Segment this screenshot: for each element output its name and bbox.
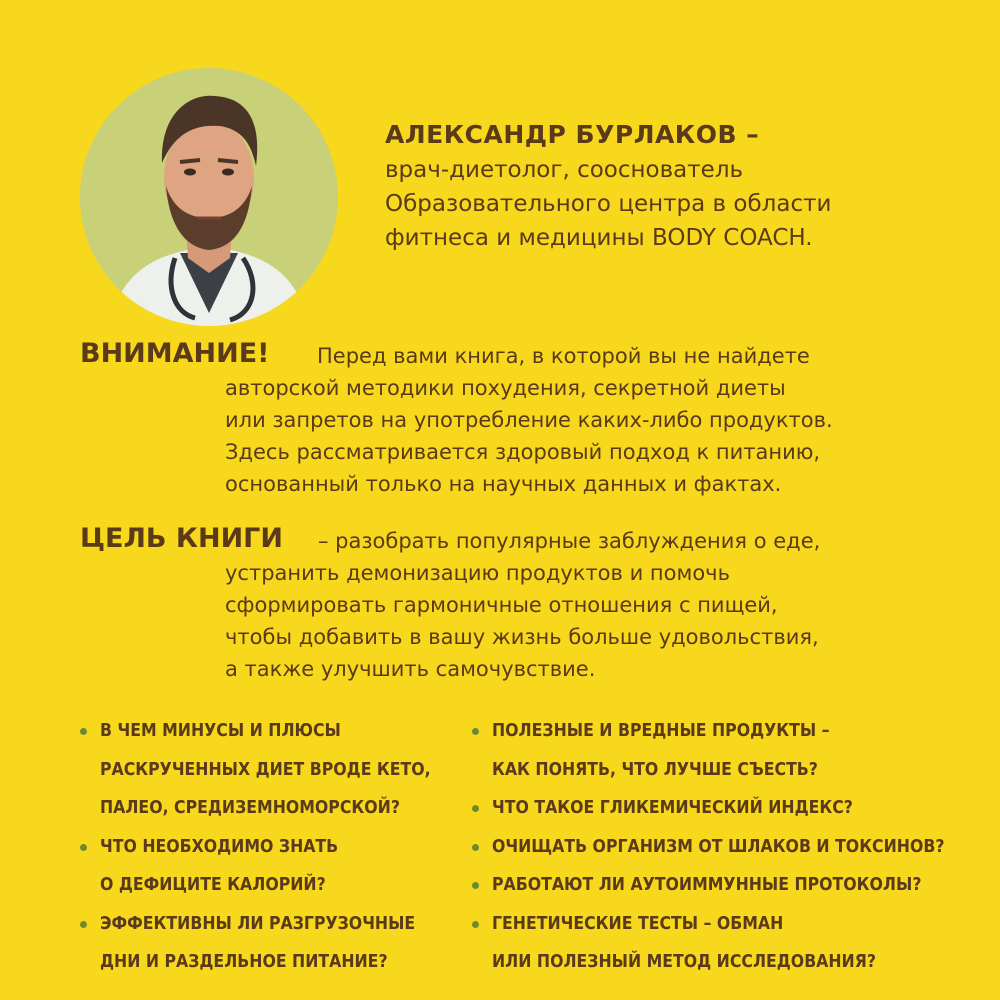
warning-heading: ВНИМАНИЕ! (80, 338, 270, 369)
author-bio-line: Образовательного центра в области (385, 191, 832, 217)
author-name-dash: – (737, 120, 760, 149)
question-line: ЧТО ТАКОЕ ГЛИКЕМИЧЕСКИЙ ИНДЕКС? (492, 798, 853, 818)
warning-line: Здесь рассматривается здоровый подход к питанию, (225, 440, 821, 464)
question-line: РАСКРУЧЕННЫХ ДИЕТ ВРОДЕ КЕТО, (100, 759, 431, 780)
question-line: В ЧЕМ МИНУСЫ И ПЛЮСЫ (100, 721, 341, 741)
bullet-dot-icon (472, 882, 479, 889)
warning-text (80, 340, 980, 500)
question-line: ПАЛЕО, СРЕДИЗЕМНОМОРСКОЙ? (100, 798, 400, 818)
bullet-dot-icon (80, 728, 87, 735)
warning-line: авторской методики похудения, секретной диеты (225, 376, 786, 400)
author-name-line (385, 118, 975, 153)
bullet-dot-icon (472, 844, 479, 851)
book-goal-line: чтобы добавить в вашу жизнь больше удовольствия, (225, 625, 819, 649)
question-item (472, 828, 992, 867)
question-line: ГЕНЕТИЧЕСКИЕ ТЕСТЫ – ОБМАН (492, 913, 784, 934)
bullet-dot-icon (472, 805, 479, 812)
question-line: ЧТО НЕОБХОДИМО ЗНАТЬ (100, 836, 339, 857)
book-goal-text (80, 525, 980, 685)
question-item (472, 905, 992, 982)
bullet-dot-icon (472, 921, 479, 928)
author-photo (80, 68, 338, 326)
author-bio-line: фитнеса и медицины BODY COACH. (385, 225, 813, 251)
book-goal-line: – разобрать популярные заблуждения о еде, (318, 529, 821, 553)
bullet-dot-icon (80, 844, 87, 851)
question-item (80, 828, 480, 905)
question-line: КАК ПОНЯТЬ, ЧТО ЛУЧШЕ СЪЕСТЬ? (492, 759, 818, 780)
warning-line: или запретов на употребление каких-либо продуктов. (225, 408, 833, 432)
book-goal-line: сформировать гармоничные отношения с пищей, (225, 593, 778, 617)
question-line: ИЛИ ПОЛЕЗНЫЙ МЕТОД ИССЛЕДОВАНИЯ? (492, 952, 876, 972)
question-line: ПОЛЕЗНЫЕ И ВРЕДНЫЕ ПРОДУКТЫ – (492, 721, 830, 741)
question-line: ЭФФЕКТИВНЫ ЛИ РАЗГРУЗОЧНЫЕ (100, 913, 416, 934)
bullet-dot-icon (472, 728, 479, 735)
book-goal-line: а также улучшить самочувствие. (225, 657, 596, 681)
question-item (80, 905, 480, 982)
bullet-dot-icon (80, 921, 87, 928)
book-goal-heading: ЦЕЛЬ КНИГИ (80, 523, 283, 554)
warning-line: Перед вами книга, в которой вы не найдете (317, 344, 810, 368)
question-item (80, 712, 480, 828)
question-line: ОЧИЩАТЬ ОРГАНИЗМ ОТ ШЛАКОВ И ТОКСИНОВ? (492, 836, 945, 857)
question-item (472, 712, 992, 789)
questions-list-left (80, 712, 480, 982)
question-item (472, 866, 992, 905)
author-name: АЛЕКСАНДР БУРЛАКОВ (385, 120, 738, 149)
question-line: ДНИ И РАЗДЕЛЬНОЕ ПИТАНИЕ? (100, 952, 388, 972)
book-goal-line: устранить демонизацию продуктов и помочь (225, 561, 730, 585)
questions-list-right (472, 712, 992, 982)
author-info (385, 118, 975, 255)
author-bio-line: врач-диетолог, сооснователь (385, 157, 744, 183)
question-item (472, 789, 992, 828)
question-line: О ДЕФИЦИТЕ КАЛОРИЙ? (100, 875, 326, 895)
warning-line: основанный только на научных данных и фактах. (225, 472, 782, 496)
question-line: РАБОТАЮТ ЛИ АУТОИММУННЫЕ ПРОТОКОЛЫ? (492, 875, 922, 895)
author-portrait-illustration (80, 68, 338, 326)
